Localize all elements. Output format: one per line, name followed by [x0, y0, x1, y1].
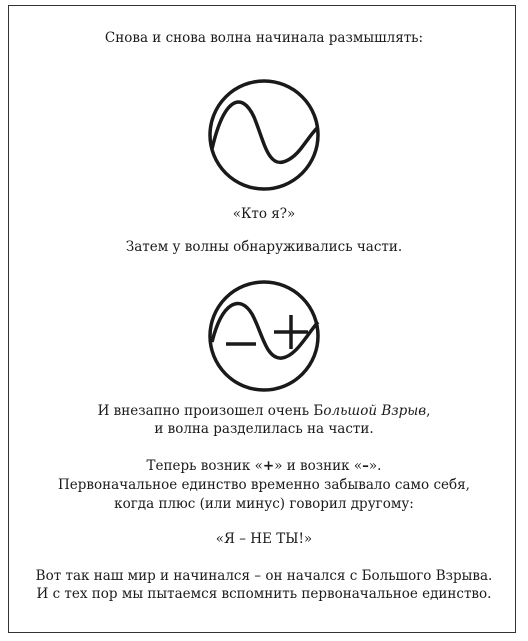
text-line: И с тех пор мы пытаемся вспомнить первоначальное единство.: [36, 586, 492, 602]
text-line: Снова и снова волна начинала размышлять:: [104, 30, 424, 46]
text-line: Первоначальное единство временно забывало само себя,: [58, 477, 470, 493]
quote-i-am-not-you: «Я – НЕ ТЫ!»: [215, 531, 313, 547]
text-line: и волна разделилась на части.: [154, 421, 374, 437]
text-line: И внезапно произошел очень Большой Взрыв,: [97, 403, 431, 419]
quote-who-am-i: «Кто я?»: [232, 206, 296, 222]
text-line: когда плюс (или минус) говорил другому:: [114, 496, 414, 512]
text-line: Вот так наш мир и начинался – он начался с Большого Взрыва.: [35, 568, 493, 584]
sine-wave-circle-icon: [206, 77, 322, 193]
text-line: Затем у волны обнаруживались части.: [125, 239, 403, 255]
text-line: Теперь возник «+» и возник «–».: [146, 458, 382, 474]
plus-minus-wave-circle-icon: [206, 278, 322, 394]
